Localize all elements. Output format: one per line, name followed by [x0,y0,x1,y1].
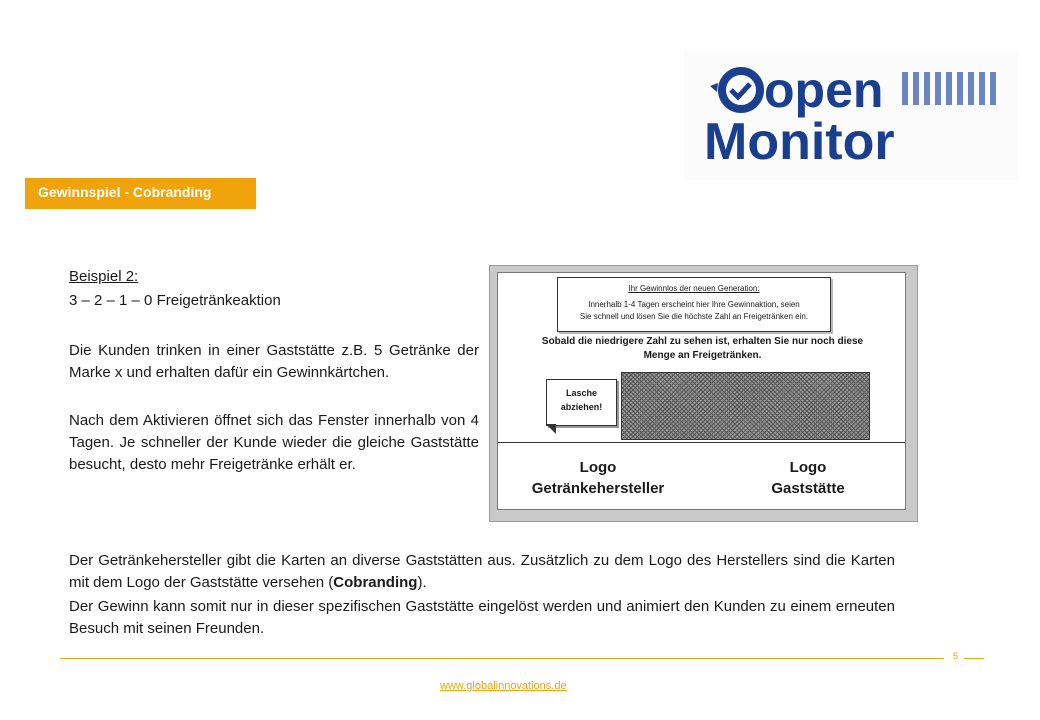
website-link[interactable]: www.globalinnovations.de [440,680,567,692]
page-number: 5 [953,651,959,661]
notice-heading: Ihr Gewinnlos der neuen Generation: [628,284,760,293]
notice-line-1: Innerhalb 1-4 Tagen erscheint hier Ihre Gewinnaktion, seien [588,300,800,309]
logo-right-line-2: Gaststätte [771,480,845,497]
scratch-area [621,372,870,440]
logo-right-line-1: Logo [789,459,827,476]
card-notice-box [557,277,831,332]
bottom-paragraph-2: Der Gewinn kann somit nur in dieser spezifischen Gaststätte eingelöst werden und animiert den Kunden zu einem erneuten Besuch mit seinen Freunden. [69,598,895,637]
logo-placeholder-manufacturer [508,457,688,499]
pull-tab-label [546,379,617,426]
logo-open-text: open [764,62,884,118]
notice-body [558,299,830,323]
instruction-line-2: Menge an Freigetränken. [643,350,762,361]
instruction-line-1: Sobald die niedrigere Zahl zu sehen ist, erhalten Sie nur noch diese [541,336,864,347]
example-para2: Nach dem Aktivieren öffnet sich das Fenster innerhalb von 4 Tagen. Je schneller der Kunde wieder die gleiche Gaststätte besucht, desto mehr Freigetränke erhält er. [69,412,479,473]
logo-left-line-2: Getränkehersteller [531,480,665,497]
openmonitor-logo [684,50,1018,180]
example-para1: Die Kunden trinken in einer Gaststätte z.B. 5 Getränke der Marke x und erhalten dafür ein Gewinnkärtchen. [69,342,479,381]
logo-placeholder-venue [718,457,898,499]
section-tag: Gewinnspiel - Cobranding [25,178,256,209]
footer-rule-left [60,658,944,659]
fold-corner-icon [546,424,556,434]
example-title: Beispiel 2: [69,268,139,285]
logo-left-line-1: Logo [579,459,617,476]
prize-card [497,272,906,510]
cobranding-term: Cobranding [333,574,418,591]
bottom-p1-pre: Der Getränkehersteller gibt die Karten an diverse Gaststätten aus. Zusätzlich zu dem Logo des Herstellers sind die Karten mit dem Logo der Gaststätte versehen ( [69,552,895,591]
card-instruction [506,335,899,363]
example-subtitle: 3 – 2 – 1 – 0 Freigetränkeaktion [69,292,281,309]
pull-tab-line-1: Lasche [565,388,598,398]
logo-monitor-text: Monitor [704,113,895,171]
card-top-section [498,273,905,443]
footer-rule-right [964,658,984,659]
bottom-paragraph-1 [69,550,895,594]
pull-tab-line-2: abziehen! [560,402,603,412]
bottom-p1-post: ). [417,574,427,591]
notice-line-2: Sie schnell und lösen Sie die höchste Zahl an Freigetränken ein. [579,312,809,321]
